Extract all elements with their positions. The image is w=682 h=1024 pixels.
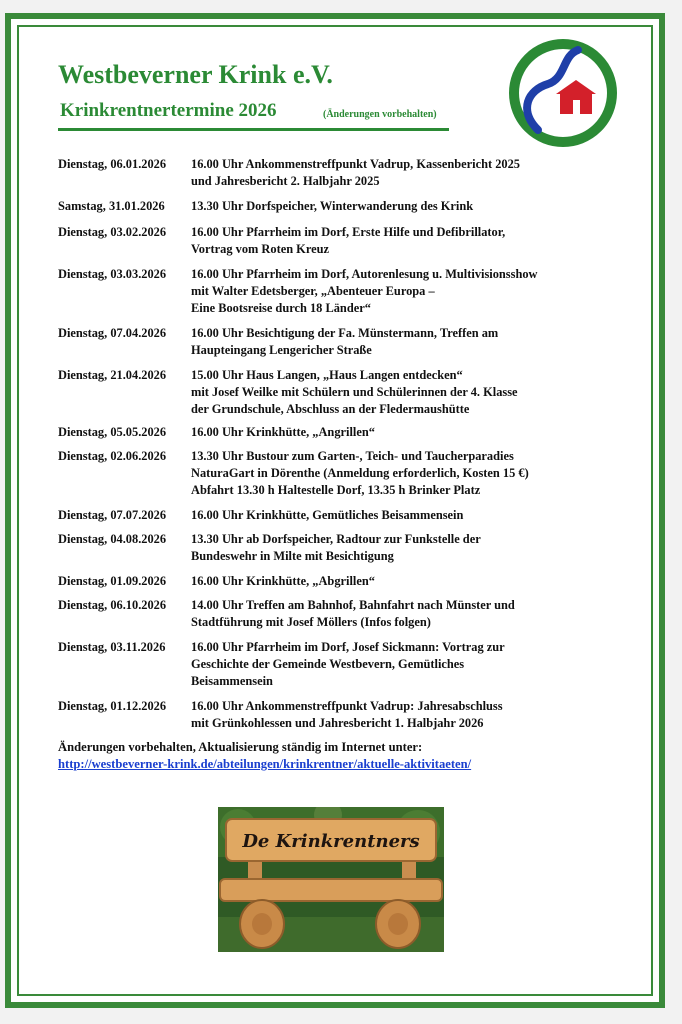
event-date: Dienstag, 01.12.2026 (58, 699, 167, 713)
event-date: Dienstag, 04.08.2026 (58, 532, 167, 546)
event-description: 16.00 Uhr Pfarrheim im Dorf, Josef Sickmann: Vortrag zur Geschichte der Gemeinde Westbevern, Gemütliches Beisammensein (191, 640, 505, 688)
event-description: 16.00 Uhr Krinkhütte, „Abgrillen“ (191, 574, 375, 588)
bench-sign-text: De Krinkrentners (242, 831, 420, 852)
event-description: 15.00 Uhr Haus Langen, „Haus Langen entdecken“ mit Josef Weilke mit Schülern und Schülerinnen der 4. Klasse der Grundschule, Abschluss an der Fledermaushütte (191, 368, 518, 416)
event-row (58, 266, 618, 317)
event-row (58, 597, 618, 631)
event-date: Dienstag, 05.05.2026 (58, 425, 167, 439)
event-description: 16.00 Uhr Ankommenstreffpunkt Vadrup: Jahresabschluss mit Grünkohlessen und Jahresbericht 1. Halbjahr 2026 (191, 699, 503, 730)
event-date: Samstag, 31.01.2026 (58, 199, 165, 213)
event-row (58, 424, 618, 441)
event-row (58, 224, 618, 258)
event-date: Dienstag, 07.04.2026 (58, 326, 167, 340)
event-description: 13.30 Uhr ab Dorfspeicher, Radtour zur Funkstelle der Bundeswehr in Milte mit Besichtigung (191, 532, 481, 563)
event-description: 14.00 Uhr Treffen am Bahnhof, Bahnfahrt nach Münster und Stadtführung mit Josef Möllers (Infos folgen) (191, 598, 515, 629)
event-date: Dienstag, 07.07.2026 (58, 508, 167, 522)
event-description: 16.00 Uhr Besichtigung der Fa. Münstermann, Treffen am Haupteingang Lengericher Straße (191, 326, 499, 357)
event-date: Dienstag, 02.06.2026 (58, 449, 167, 463)
event-description: 13.30 Uhr Bustour zum Garten-, Teich- und Taucherparadies NaturaGart in Dörenthe (Anmeldung erforderlich, Kosten 15 €) Abfahrt 13.30 h Haltestelle Dorf, 13.35 h Brinker Platz (191, 449, 529, 497)
activities-link[interactable]: http://westbeverner-krink.de/abteilungen/krinkrentner/aktuelle-aktivitaeten/ (58, 757, 472, 771)
event-date: Dienstag, 06.01.2026 (58, 157, 167, 171)
event-date: Dienstag, 03.02.2026 (58, 225, 167, 239)
event-date: Dienstag, 06.10.2026 (58, 598, 167, 612)
event-row (58, 325, 618, 359)
event-row (58, 198, 618, 215)
event-row (58, 507, 618, 524)
event-row (58, 448, 618, 499)
event-description: 13.30 Uhr Dorfspeicher, Winterwanderung des Krink (191, 199, 474, 213)
title-underline (58, 128, 449, 131)
event-row (58, 573, 618, 590)
event-row (58, 531, 618, 565)
event-row (58, 639, 618, 690)
footer-notice: Änderungen vorbehalten, Aktualisierung ständig im Internet unter: (58, 740, 423, 754)
event-description: 16.00 Uhr Ankommenstreffpunkt Vadrup, Kassenbericht 2025 und Jahresbericht 2. Halbjahr 2025 (191, 157, 520, 188)
page-subtitle: Krinkrentnertermine 2026 (60, 100, 277, 121)
event-row (58, 698, 618, 732)
changes-note: (Änderungen vorbehalten) (323, 109, 437, 120)
org-title: Westbeverner Krink e.V. (58, 60, 333, 89)
event-description: 16.00 Uhr Krinkhütte, Gemütliches Beisammensein (191, 508, 464, 522)
event-date: Dienstag, 03.11.2026 (58, 640, 166, 654)
event-description: 16.00 Uhr Pfarrheim im Dorf, Erste Hilfe und Defibrillator, Vortrag vom Roten Kreuz (191, 225, 506, 256)
footer (58, 739, 628, 773)
club-logo-icon (508, 38, 618, 148)
event-date: Dienstag, 21.04.2026 (58, 368, 167, 382)
event-row (58, 156, 618, 190)
event-date: Dienstag, 01.09.2026 (58, 574, 167, 588)
event-description: 16.00 Uhr Pfarrheim im Dorf, Autorenlesung u. Multivisionsshow mit Walter Edetsberger, „Abenteuer Europa – Eine Bootsreise durch 18 Länder“ (191, 267, 538, 315)
event-description: 16.00 Uhr Krinkhütte, „Angrillen“ (191, 425, 375, 439)
event-date: Dienstag, 03.03.2026 (58, 267, 167, 281)
bench-photo (218, 807, 444, 952)
event-row (58, 367, 618, 418)
